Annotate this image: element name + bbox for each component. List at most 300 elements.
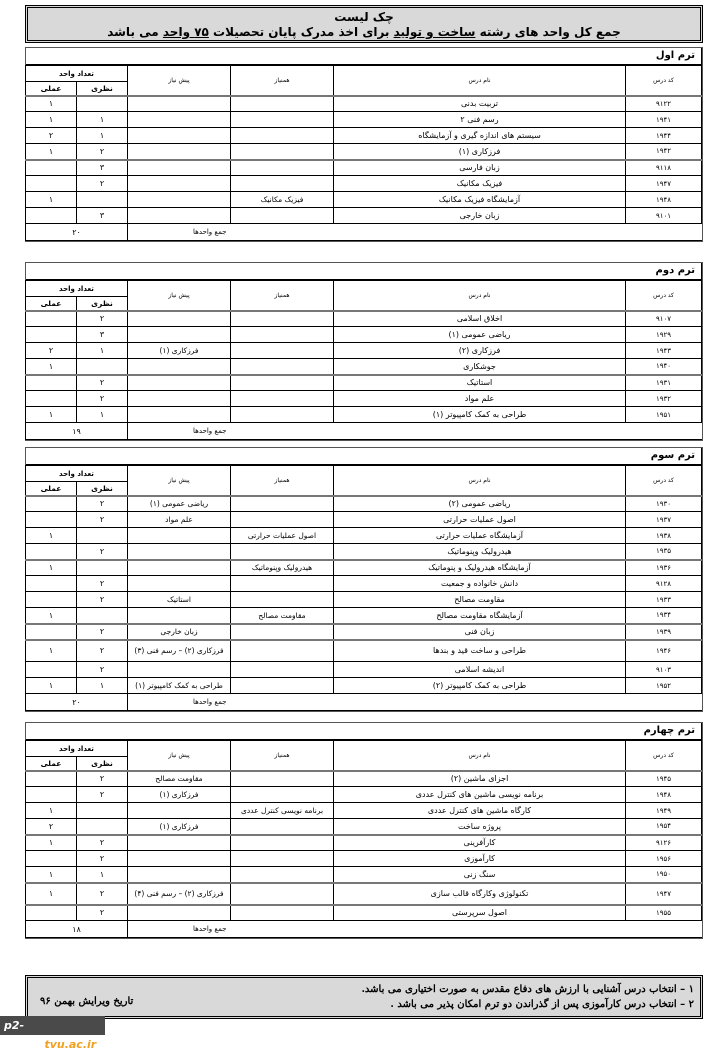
page-title-box (25, 5, 703, 43)
course-theory-units (77, 608, 128, 624)
course-prereq (128, 327, 231, 343)
course-theory-units: ۲ (77, 640, 128, 662)
course-table (25, 280, 702, 440)
course-practical-units (25, 787, 76, 803)
subtitle-part: می باشد (107, 25, 163, 39)
course-code: ۱۹۴۶ (626, 640, 702, 662)
term-total-units: ۲۰ (25, 224, 127, 241)
course-code: ۹۱۲۸ (626, 576, 702, 592)
course-prereq (128, 112, 231, 128)
note-2: ۲ – انتخاب درس کارآموزی پس از گذراندن دو ترم امکان پذیر می باشد . (390, 999, 694, 1010)
course-prereq (128, 160, 231, 176)
course-row (25, 787, 701, 803)
note-1: ۱ – انتخاب درس آشنایی با ارزش های دفاع مقدس به صورت اختیاری می باشد. (361, 984, 694, 995)
course-name: تربیت بدنی (334, 96, 626, 112)
course-name: فیزیک مکانیک (334, 176, 626, 192)
course-theory-units: ۲ (77, 544, 128, 560)
course-name: زبان فنی (334, 624, 626, 640)
course-row (25, 112, 701, 128)
course-theory-units: ۱ (77, 112, 128, 128)
course-theory-units: ۲ (77, 851, 128, 867)
sum-label: جمع واحدها (128, 921, 231, 938)
course-theory-units (77, 192, 128, 208)
watermark-text: p2-ahvaz. (4, 1019, 45, 1051)
header-practical: عملی (25, 297, 76, 311)
course-practical-units: ۱ (25, 528, 76, 544)
course-theory-units (77, 96, 128, 112)
course-row (25, 640, 701, 662)
course-practical-units (25, 512, 76, 528)
course-coreq (231, 835, 334, 851)
course-row (25, 662, 701, 678)
course-coreq (231, 576, 334, 592)
course-row (25, 512, 701, 528)
header-code: کد درس (626, 741, 702, 771)
revision-date: تاریخ ویرایش بهمن ۹۶ (40, 996, 134, 1007)
course-prereq (128, 803, 231, 819)
course-code: ۱۹۳۱ (626, 375, 702, 391)
sum-spacer (231, 921, 702, 938)
course-code: ۱۹۴۹ (626, 803, 702, 819)
course-prereq (128, 144, 231, 160)
subtitle-part: برای اخذ مدرک پایان تحصیلات (208, 25, 394, 39)
header-prereq: پیش نیاز (128, 466, 231, 496)
course-theory-units: ۲ (77, 512, 128, 528)
course-name: برنامه نویسی ماشین های کنترل عددی (334, 787, 626, 803)
sum-spacer (231, 694, 702, 711)
course-practical-units: ۲ (25, 128, 76, 144)
course-practical-units (25, 771, 76, 787)
course-theory-units (77, 803, 128, 819)
course-row (25, 96, 701, 112)
course-code: ۹۱۱۸ (626, 160, 702, 176)
course-prereq (128, 905, 231, 921)
sum-label: جمع واحدها (128, 694, 231, 711)
term-title: ترم اول (26, 48, 702, 65)
site-watermark (0, 1016, 105, 1051)
course-prereq: مقاومت مصالح (128, 771, 231, 787)
course-code: ۱۹۳۵ (626, 544, 702, 560)
course-prereq (128, 867, 231, 883)
course-row (25, 192, 701, 208)
course-row (25, 560, 701, 576)
course-row (25, 819, 701, 835)
course-prereq (128, 662, 231, 678)
course-prereq (128, 560, 231, 576)
course-prereq: فرزکاری (۱) (128, 819, 231, 835)
course-coreq (231, 640, 334, 662)
course-name: طراحی به کمک کامپیوتر (۲) (334, 678, 626, 694)
course-row (25, 375, 701, 391)
header-coreq: همنیاز (231, 66, 334, 96)
course-prereq (128, 311, 231, 327)
course-practical-units (25, 592, 76, 608)
course-name: ریاضی عمومی (۱) (334, 327, 626, 343)
course-practical-units: ۱ (25, 678, 76, 694)
course-code: ۱۹۴۱ (626, 112, 702, 128)
header-units: تعداد واحد (25, 281, 127, 297)
course-code: ۹۱۰۳ (626, 662, 702, 678)
course-coreq (231, 407, 334, 423)
course-coreq (231, 496, 334, 512)
course-theory-units: ۲ (77, 391, 128, 407)
subtitle-field: ساخت و تولید (393, 25, 476, 39)
course-coreq (231, 128, 334, 144)
course-code: ۱۹۳۳ (626, 592, 702, 608)
course-theory-units: ۲ (77, 771, 128, 787)
course-practical-units: ۱ (25, 96, 76, 112)
course-coreq (231, 327, 334, 343)
course-practical-units (25, 327, 76, 343)
course-code: ۱۹۴۷ (626, 883, 702, 905)
header-coreq: همنیاز (231, 741, 334, 771)
course-name: اصول عملیات حرارتی (334, 512, 626, 528)
course-name: آزمایشگاه عملیات حرارتی (334, 528, 626, 544)
header-practical: عملی (25, 757, 76, 771)
course-prereq: طراحی به کمک کامپیوتر (۱) (128, 678, 231, 694)
course-theory-units: ۱ (77, 678, 128, 694)
course-code: ۱۹۴۸ (626, 787, 702, 803)
course-practical-units: ۱ (25, 144, 76, 160)
course-theory-units: ۲ (77, 662, 128, 678)
header-name: نام درس (334, 66, 626, 96)
course-name: زبان خارجی (334, 208, 626, 224)
header-name: نام درس (334, 741, 626, 771)
course-row (25, 311, 701, 327)
course-practical-units (25, 391, 76, 407)
course-code: ۱۹۳۹ (626, 624, 702, 640)
course-name: آزمایشگاه فیزیک مکانیک (334, 192, 626, 208)
term-section (25, 262, 703, 441)
course-theory-units: ۱ (77, 867, 128, 883)
course-theory-units: ۲ (77, 176, 128, 192)
course-row (25, 128, 701, 144)
course-prereq (128, 391, 231, 407)
title-checklist: چک لیست (334, 10, 394, 24)
course-name: ریاضی عمومی (۲) (334, 496, 626, 512)
course-code: ۱۹۴۲ (626, 144, 702, 160)
course-code: ۹۱۰۱ (626, 208, 702, 224)
header-prereq: پیش نیاز (128, 281, 231, 311)
header-prereq: پیش نیاز (128, 66, 231, 96)
course-practical-units: ۱ (25, 867, 76, 883)
course-coreq (231, 391, 334, 407)
course-row (25, 867, 701, 883)
course-name: جوشکاری (334, 359, 626, 375)
course-row (25, 592, 701, 608)
course-row (25, 359, 701, 375)
course-row (25, 528, 701, 544)
term-title: ترم چهارم (26, 723, 702, 740)
course-row (25, 208, 701, 224)
course-name: کارآفرینی (334, 835, 626, 851)
course-theory-units: ۳ (77, 208, 128, 224)
course-name: اصول سرپرستی (334, 905, 626, 921)
course-theory-units: ۲ (77, 311, 128, 327)
course-code: ۱۹۴۵ (626, 771, 702, 787)
course-theory-units: ۲ (77, 835, 128, 851)
course-row (25, 176, 701, 192)
course-row (25, 144, 701, 160)
header-units: تعداد واحد (25, 66, 127, 82)
course-theory-units: ۲ (77, 905, 128, 921)
course-code: ۱۹۴۳ (626, 343, 702, 359)
course-coreq (231, 375, 334, 391)
header-name: نام درس (334, 281, 626, 311)
course-code: ۱۹۵۴ (626, 819, 702, 835)
course-code: ۱۹۳۸ (626, 528, 702, 544)
course-practical-units: ۲ (25, 819, 76, 835)
course-practical-units (25, 544, 76, 560)
header-code: کد درس (626, 66, 702, 96)
course-practical-units (25, 176, 76, 192)
course-coreq: مقاومت مصالح (231, 608, 334, 624)
course-theory-units (77, 359, 128, 375)
course-theory-units: ۳ (77, 160, 128, 176)
course-coreq (231, 883, 334, 905)
course-row (25, 327, 701, 343)
sum-label: جمع واحدها (128, 423, 231, 440)
course-theory-units: ۱ (77, 407, 128, 423)
course-prereq (128, 208, 231, 224)
header-code: کد درس (626, 281, 702, 311)
course-coreq (231, 544, 334, 560)
course-name: آزمایشگاه هیدرولیک و پنوماتیک (334, 560, 626, 576)
course-row (25, 835, 701, 851)
sum-label: جمع واحدها (128, 224, 231, 241)
course-prereq (128, 192, 231, 208)
course-table (25, 465, 702, 711)
course-theory-units: ۱ (77, 128, 128, 144)
course-name: سنگ زنی (334, 867, 626, 883)
course-prereq: فرزکاری (۱) (128, 343, 231, 359)
course-coreq (231, 819, 334, 835)
course-practical-units (25, 905, 76, 921)
course-row (25, 496, 701, 512)
term-total-units: ۱۹ (25, 423, 127, 440)
course-row (25, 851, 701, 867)
course-prereq: فرزکاری (۲) – رسم فنی (۳) (128, 640, 231, 662)
course-code: ۱۹۴۷ (626, 176, 702, 192)
course-coreq (231, 343, 334, 359)
course-row (25, 905, 701, 921)
course-coreq: اصول عملیات حرارتی (231, 528, 334, 544)
course-practical-units: ۱ (25, 803, 76, 819)
course-coreq (231, 787, 334, 803)
header-code: کد درس (626, 466, 702, 496)
course-name: علم مواد (334, 391, 626, 407)
term-title: ترم دوم (26, 263, 702, 280)
course-theory-units (77, 528, 128, 544)
course-prereq (128, 608, 231, 624)
course-prereq (128, 851, 231, 867)
course-row (25, 391, 701, 407)
term-section (25, 722, 703, 939)
course-practical-units (25, 662, 76, 678)
course-name: اجزای ماشین (۲) (334, 771, 626, 787)
course-name: کارگاه ماشین های کنترل عددی (334, 803, 626, 819)
course-prereq: استاتیک (128, 592, 231, 608)
course-theory-units (77, 819, 128, 835)
course-code: ۱۹۳۷ (626, 512, 702, 528)
course-row (25, 771, 701, 787)
course-code: ۱۹۵۶ (626, 851, 702, 867)
course-practical-units (25, 576, 76, 592)
course-coreq (231, 678, 334, 694)
course-name: رسم فنی ۲ (334, 112, 626, 128)
course-prereq (128, 544, 231, 560)
term-total-units: ۲۰ (25, 694, 127, 711)
course-row (25, 624, 701, 640)
header-prereq: پیش نیاز (128, 741, 231, 771)
course-coreq: فیزیک مکانیک (231, 192, 334, 208)
header-practical: عملی (25, 82, 76, 96)
course-row (25, 160, 701, 176)
header-name: نام درس (334, 466, 626, 496)
course-prereq: فرزکاری (۲) – رسم فنی (۴) (128, 883, 231, 905)
course-code: ۱۹۴۰ (626, 359, 702, 375)
course-code: ۱۹۲۹ (626, 327, 702, 343)
course-row (25, 883, 701, 905)
course-name: استاتیک (334, 375, 626, 391)
course-code: ۱۹۳۲ (626, 391, 702, 407)
header-coreq: همنیاز (231, 281, 334, 311)
course-code: ۱۹۴۸ (626, 192, 702, 208)
sum-spacer (231, 224, 702, 241)
course-code: ۱۹۵۵ (626, 905, 702, 921)
course-row (25, 343, 701, 359)
course-theory-units: ۲ (77, 144, 128, 160)
term-title: ترم سوم (26, 448, 702, 465)
course-name: آزمایشگاه مقاومت مصالح (334, 608, 626, 624)
course-prereq (128, 359, 231, 375)
course-coreq (231, 160, 334, 176)
course-practical-units: ۱ (25, 112, 76, 128)
header-theory: نظری (77, 757, 128, 771)
course-coreq (231, 771, 334, 787)
course-name: فرزکاری (۱) (334, 144, 626, 160)
course-practical-units (25, 311, 76, 327)
course-row (25, 608, 701, 624)
course-coreq (231, 208, 334, 224)
course-name: سیستم های اندازه گیری و آزمایشگاه (334, 128, 626, 144)
course-coreq (231, 512, 334, 528)
course-prereq (128, 375, 231, 391)
course-name: طراحی به کمک کامپیوتر (۱) (334, 407, 626, 423)
course-theory-units (77, 560, 128, 576)
header-units: تعداد واحد (25, 741, 127, 757)
course-coreq (231, 867, 334, 883)
course-code: ۱۹۳۶ (626, 560, 702, 576)
course-row (25, 576, 701, 592)
course-practical-units (25, 375, 76, 391)
course-coreq (231, 624, 334, 640)
course-name: فرزکاری (۲) (334, 343, 626, 359)
course-practical-units: ۱ (25, 608, 76, 624)
course-prereq: ریاضی عمومی (۱) (128, 496, 231, 512)
course-coreq (231, 144, 334, 160)
course-theory-units: ۲ (77, 883, 128, 905)
course-theory-units: ۳ (77, 327, 128, 343)
course-code: ۱۹۳۰ (626, 496, 702, 512)
course-practical-units (25, 851, 76, 867)
course-row (25, 544, 701, 560)
course-code: ۱۹۵۰ (626, 867, 702, 883)
course-name: اخلاق اسلامی (334, 311, 626, 327)
course-name: طراحی و ساخت قید و بندها (334, 640, 626, 662)
course-practical-units: ۱ (25, 407, 76, 423)
title-subtitle (28, 25, 700, 40)
sum-spacer (231, 423, 702, 440)
course-theory-units: ۲ (77, 787, 128, 803)
course-practical-units (25, 624, 76, 640)
header-units: تعداد واحد (25, 466, 127, 482)
course-coreq (231, 112, 334, 128)
course-coreq: هیدرولیک وپنوماتیک (231, 560, 334, 576)
course-theory-units: ۲ (77, 375, 128, 391)
course-row (25, 678, 701, 694)
course-prereq (128, 128, 231, 144)
notes-box (25, 975, 703, 1019)
course-prereq: علم مواد (128, 512, 231, 528)
course-row (25, 803, 701, 819)
course-row (25, 407, 701, 423)
course-name: مقاومت مصالح (334, 592, 626, 608)
term-section (25, 447, 703, 712)
header-theory: نظری (77, 482, 128, 496)
course-name: هیدرولیک وپنوماتیک (334, 544, 626, 560)
course-prereq (128, 96, 231, 112)
course-table (25, 740, 702, 938)
course-code: ۹۱۲۲ (626, 96, 702, 112)
course-practical-units (25, 160, 76, 176)
course-coreq: برنامه نویسی کنترل عددی (231, 803, 334, 819)
course-code: ۱۹۵۲ (626, 678, 702, 694)
course-practical-units: ۱ (25, 560, 76, 576)
course-theory-units: ۲ (77, 576, 128, 592)
course-prereq (128, 176, 231, 192)
course-name: دانش خانواده و جمعیت (334, 576, 626, 592)
course-coreq (231, 905, 334, 921)
course-prereq: فرزکاری (۱) (128, 787, 231, 803)
course-code: ۹۱۰۷ (626, 311, 702, 327)
course-prereq (128, 576, 231, 592)
course-practical-units (25, 208, 76, 224)
term-section (25, 47, 703, 242)
course-practical-units: ۱ (25, 359, 76, 375)
course-theory-units: ۲ (77, 624, 128, 640)
course-name: تکنولوژی وکارگاه قالب سازی (334, 883, 626, 905)
course-practical-units (25, 496, 76, 512)
course-name: کارآموزی (334, 851, 626, 867)
course-practical-units: ۱ (25, 640, 76, 662)
subtitle-part: جمع کل واحد های رشته (475, 25, 621, 39)
course-coreq (231, 662, 334, 678)
course-theory-units: ۲ (77, 496, 128, 512)
course-code: ۱۹۵۱ (626, 407, 702, 423)
term-total-units: ۱۸ (25, 921, 127, 938)
notes-lines (361, 982, 694, 1012)
course-coreq (231, 851, 334, 867)
subtitle-units: ۷۵ واحد (162, 25, 209, 39)
course-name: زبان فارسی (334, 160, 626, 176)
course-theory-units: ۲ (77, 592, 128, 608)
course-theory-units: ۱ (77, 343, 128, 359)
course-name: پروژه ساخت (334, 819, 626, 835)
course-practical-units: ۱ (25, 883, 76, 905)
course-coreq (231, 96, 334, 112)
course-code: ۹۱۲۶ (626, 835, 702, 851)
